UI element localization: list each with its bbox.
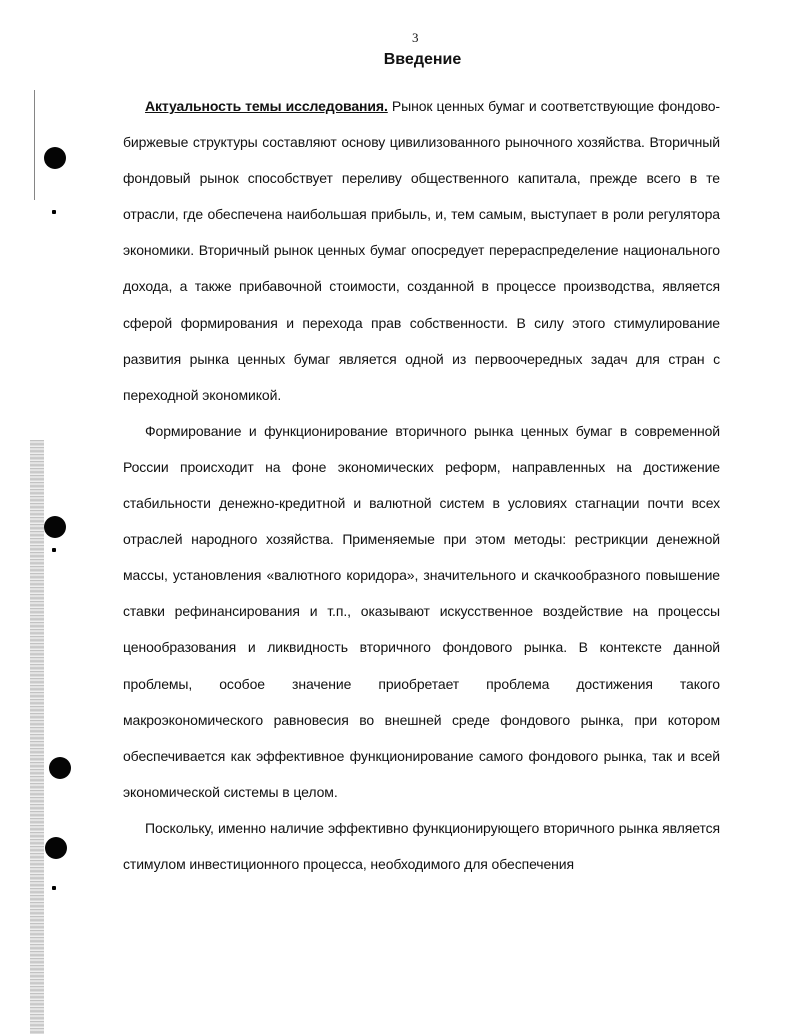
body-text bbox=[123, 88, 720, 882]
scan-edge-noise bbox=[30, 440, 44, 1034]
punch-hole bbox=[44, 147, 66, 169]
scan-edge-line bbox=[34, 90, 35, 200]
scan-mark bbox=[52, 210, 56, 214]
page-number: 3 bbox=[412, 30, 419, 45]
paragraph-3: Поскольку, именно наличие эффективно функционирующего вторичного рынка является стимулом инвестиционного процесса, необходимого для обеспечения bbox=[123, 819, 720, 872]
scan-mark bbox=[52, 886, 56, 890]
paragraph-2: Формирование и функционирование вторичного рынка ценных бумаг в современной России происходит на фоне экономических реформ, направленных на достижение стабильности денежно-кредитной и валютной систем в условиях стагнации почти всех отраслей народного хозяйства. Применяемые при этом методы: рестрикции денежной массы, установления «валютного коридора», значительного и скачкообразного повышение ставки рефинансирования и т.п., оказывают искусственное воздействие на процессы ценообразования и ликвидность вторичного фондового рынка. В контексте данной проблемы, особое значение приобретает проблема достижения такого макроэкономического равновесия во внешней среде фондового рынка, при котором обеспечивается как эффективное функционирование самого фондового рынка, так и всей экономической системы в целом. bbox=[123, 422, 720, 800]
punch-hole bbox=[45, 837, 67, 859]
punch-hole bbox=[49, 757, 71, 779]
scan-mark bbox=[52, 548, 56, 552]
paragraph-1 bbox=[123, 88, 720, 413]
page-title: Введение bbox=[383, 51, 462, 68]
section-lead: Актуальность темы исследования. bbox=[145, 98, 388, 114]
punch-hole bbox=[44, 516, 66, 538]
paragraph-1-text: Рынок ценных бумаг и соответствующие фондово-биржевые структуры составляют основу цивилизованного рыночного хозяйства. Вторичный фондовый рынок способствует переливу общественного капитала, прежде всего в те отрасли, где обеспечена наибольшая прибыль, и, тем самым, выступает в роли регулятора экономики. Вторичный рынок ценных бумаг опосредует перераспределение национального дохода, а также прибавочной стоимости, созданной в процессе производства, является сферой формирования и перехода прав собственности. В силу этого стимулирование развития рынка ценных бумаг является одной из первоочередных задач для стран с переходной экономикой. bbox=[123, 98, 720, 403]
